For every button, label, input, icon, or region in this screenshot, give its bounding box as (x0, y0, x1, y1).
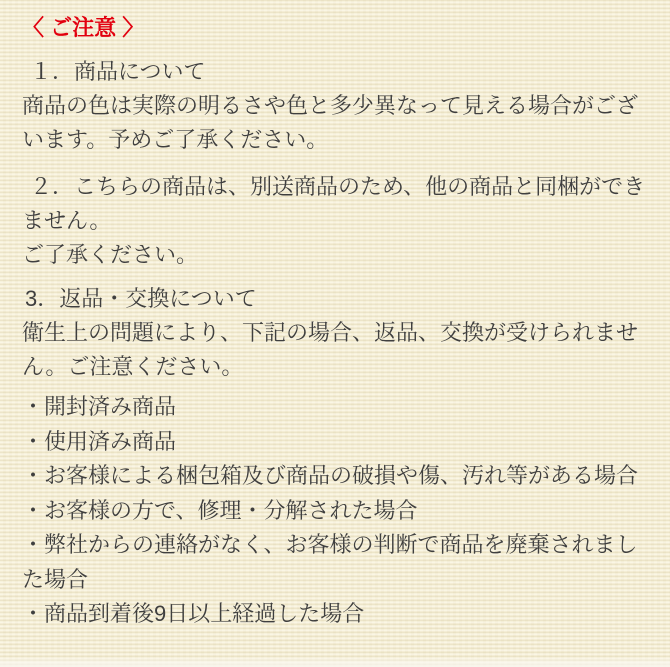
list-item-discarded-without-contact: ・弊社からの連絡がなく、お客様の判断で商品を廃棄されました場合 (22, 532, 638, 592)
section-product-info-body: 商品の色は実際の明るさや色と多少異なって見える場合がございます。予めご了承ください。 (22, 93, 639, 152)
notice-title: 〈 ご注意 〉 (22, 15, 145, 40)
list-item-opened-product: ・開封済み商品 (22, 394, 177, 419)
section-separate-shipping-body: ご了承ください。 (22, 242, 199, 267)
section-separate-shipping-heading: ２．こちらの商品は、別送商品のため、他の商品と同梱ができません。 (22, 174, 646, 233)
section-returns-exchange-body: 衛生上の問題により、下記の場合、返品、交換が受けられません。ご注意ください。 (22, 320, 639, 379)
list-item-used-product: ・使用済み商品 (22, 428, 177, 454)
return-exclusion-list (22, 390, 650, 632)
section-product-info-heading: １．商品について (30, 59, 206, 84)
list-item-nine-days-elapsed: ・商品到着後9日以上経過した場合 (22, 601, 365, 626)
section-product-info (22, 55, 650, 157)
list-item-damage-by-customer: ・お客様による梱包箱及び商品の破損や傷、汚れ等がある場合 (22, 463, 639, 488)
list-item-repaired-disassembled: ・お客様の方で、修理・分解された場合 (22, 497, 418, 523)
section-returns-exchange-heading: 3．返品・交換について (25, 286, 257, 311)
section-separate-shipping (22, 170, 650, 272)
section-returns-exchange (22, 282, 650, 384)
texture-bottom-edge (0, 657, 670, 667)
